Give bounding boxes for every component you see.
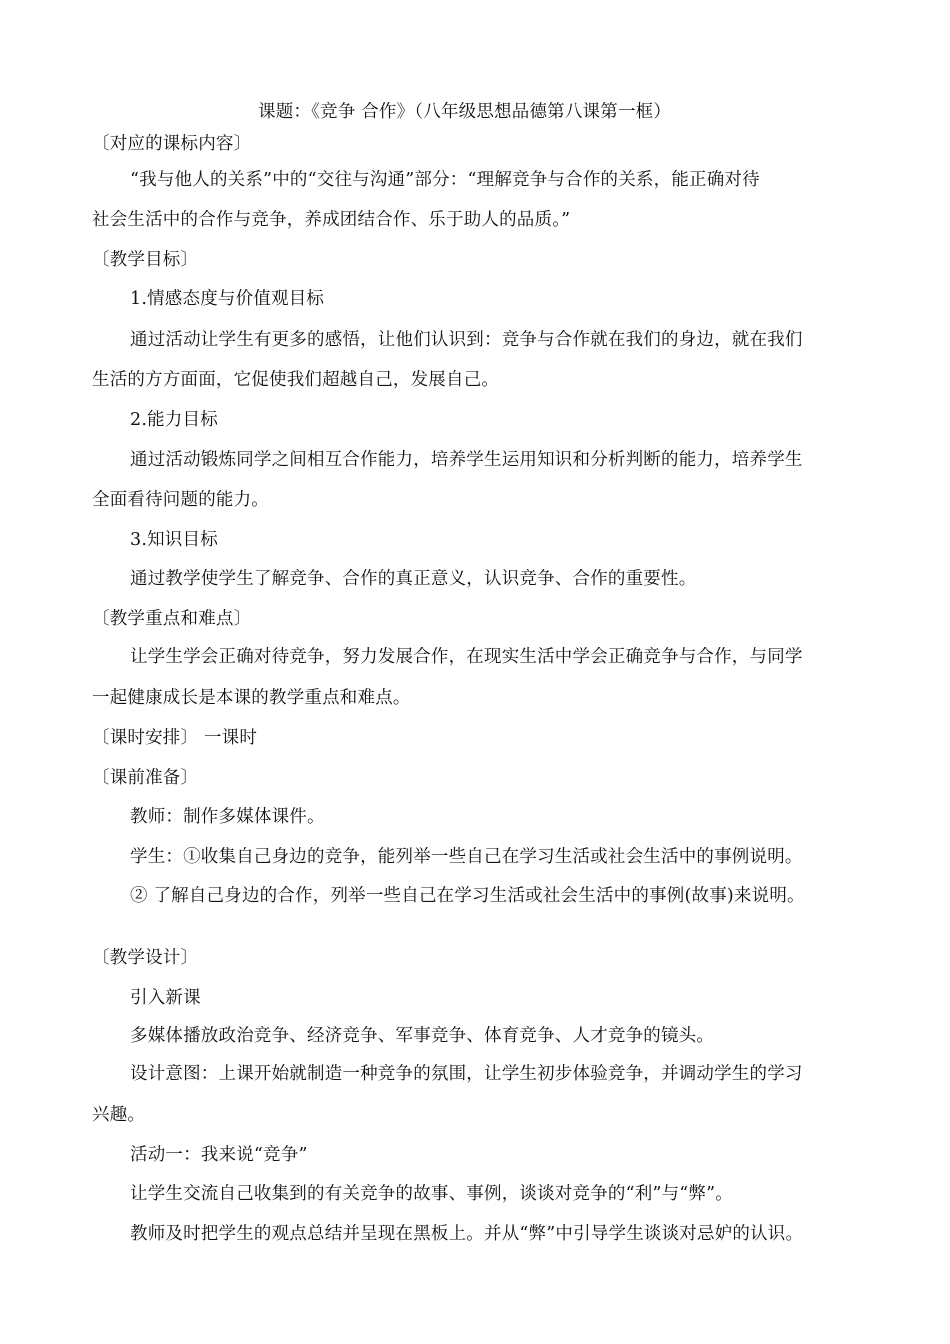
paragraph-line: 设计意图：上课开始就制造一种竞争的氛围，让学生初步体验竞争，并调动学生的学习 [130,1064,803,1084]
subheading-emotion: 1.情感态度与价值观目标 [130,289,325,309]
subheading-ability: 2.能力目标 [130,410,218,430]
paragraph-line: 教师：制作多媒体课件。 [130,807,325,827]
paragraph-line: 社会生活中的合作与竞争，养成团结合作、乐于助人的品质。” [92,210,571,230]
paragraph-line: 通过活动让学生有更多的感悟，让他们认识到：竞争与合作就在我们的身边，就在我们 [130,330,803,350]
paragraph-line: 让学生交流自己收集到的有关竞争的故事、事例，谈谈对竞争的“利”与“弊”。 [130,1184,733,1204]
paragraph-line: 通过教学使学生了解竞争、合作的真正意义，认识竞争、合作的重要性。 [130,569,697,589]
section-heading-preparation: 〔课前准备〕 [92,768,199,788]
paragraph-line: 多媒体播放政治竞争、经济竞争、军事竞争、体育竞争、人才竞争的镜头。 [130,1026,715,1046]
section-heading-design: 〔教学设计〕 [92,948,199,968]
paragraph-line: 生活的方方面面，它促使我们超越自己，发展自己。 [92,370,500,390]
paragraph-line: 学生：①收集自己身边的竞争，能列举一些自己在学习生活或社会生活中的事例说明。 [130,847,803,867]
section-heading-focus: 〔教学重点和难点〕 [92,609,252,629]
paragraph-line: 让学生学会正确对待竞争，努力发展合作，在现实生活中学会正确竞争与合作，与同学 [130,647,803,667]
paragraph-line: 全面看待问题的能力。 [92,490,269,510]
subheading-intro: 引入新课 [130,988,201,1008]
section-heading-objectives: 〔教学目标〕 [92,250,199,270]
paragraph-line: 教师及时把学生的观点总结并呈现在黑板上。并从“弊”中引导学生谈谈对忌妒的认识。 [130,1224,804,1244]
paragraph-line: 一起健康成长是本课的教学重点和难点。 [92,688,411,708]
page-title: 课题：《竞争 合作》（八年级思想品德第八课第一框） [258,102,672,122]
section-heading-curriculum: 〔对应的课标内容〕 [92,134,252,154]
subheading-knowledge: 3.知识目标 [130,530,218,550]
paragraph-line: 通过活动锻炼同学之间相互合作能力，培养学生运用知识和分析判断的能力，培养学生 [130,450,803,470]
paragraph-line: “我与他人的关系”中的“交往与沟通”部分：“理解竞争与合作的关系，能正确对待 [130,170,760,190]
paragraph-line: 兴趣。 [92,1105,146,1125]
subheading-activity-one: 活动一：我来说“竞争” [130,1145,308,1165]
paragraph-line: ② 了解自己身边的合作，列举一些自己在学习生活或社会生活中的事例(故事)来说明。 [130,886,805,906]
section-heading-schedule: 〔课时安排〕 一课时 [92,728,258,748]
